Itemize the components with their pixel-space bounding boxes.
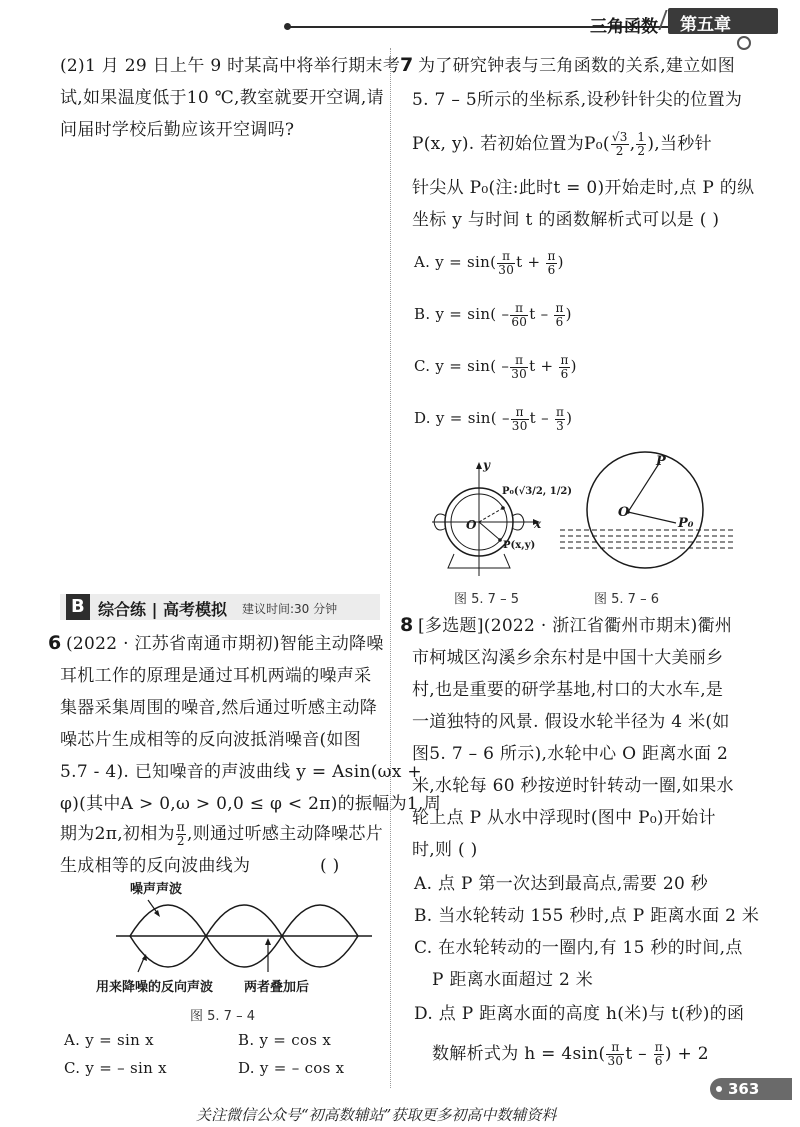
q6-line-7	[60, 818, 383, 850]
q7-option-a	[414, 246, 564, 278]
q7-b-mid: t –	[529, 305, 554, 323]
hand-p	[479, 522, 500, 540]
q8-line-3: 村,也是重要的研学基地,村口的大水车,是	[412, 680, 724, 700]
q7-two-a: 2	[615, 144, 624, 158]
radius-op	[628, 462, 660, 512]
q7-b-post: )	[565, 305, 572, 323]
q6-line-3: 集器采集周围的噪音,然后通过听感主动降	[60, 698, 378, 718]
caption-5-7-4: 图 5. 7 – 4	[190, 1009, 255, 1024]
q5-line-2: 试,如果温度低于10 ℃,教室就要开空调,请	[60, 88, 384, 108]
q8-d-num2: π	[654, 1040, 663, 1054]
label-sum: 两者叠加后	[244, 980, 310, 995]
q7-b-pre: B. y = sin( –	[414, 305, 510, 323]
q7-a-den2: 6	[547, 262, 556, 277]
q7-d-pre: D. y = sin( –	[414, 409, 510, 427]
q6-option-a: A. y = sin x	[64, 1031, 154, 1049]
q6-option-b: B. y = cos x	[238, 1031, 332, 1049]
q6-line-5: 5.7 - 4). 已知噪音的声波曲线 y = Asin(ωx +	[60, 762, 422, 782]
q7-c-den: 30	[511, 366, 528, 381]
q6-line-4: 噪芯片生成相等的反向波抵消噪音(如图	[60, 730, 362, 750]
q8-line-4: 一道独特的风景. 假设水轮半径为 4 米(如	[412, 712, 730, 732]
section-b-letter: B	[71, 596, 85, 617]
q7-c-frac2	[559, 354, 569, 381]
fig6-p-label: P	[656, 454, 666, 469]
q6-line-6: φ)(其中A > 0,ω > 0,0 ≤ φ < 2π)的振幅为1,周	[60, 794, 442, 814]
q6-number: 6	[48, 632, 62, 654]
q7-b-frac1	[510, 302, 528, 329]
q7-d-frac2	[555, 406, 565, 433]
q7-c-mid: t +	[529, 357, 559, 375]
q7-b-den2: 6	[555, 314, 564, 329]
q7-line-3-post: ),当秒针	[647, 134, 712, 154]
q7-d-den2: 3	[556, 418, 564, 433]
arrow-reverse	[138, 958, 144, 972]
q7-a-num: π	[497, 250, 515, 264]
q7-one: 1	[637, 130, 646, 144]
q6-answer-bracket: ( )	[320, 856, 340, 876]
q7-line-4: 针尖从 P₀(注:此时t = 0)开始走时,点 P 的纵	[412, 178, 755, 198]
q7-c-num2: π	[560, 352, 569, 367]
q8-d-den: 30	[607, 1054, 624, 1068]
section-b-title: 综合练 | 高考模拟	[98, 600, 227, 619]
q8-line-7: 轮上点 P 从水中浮现时(图中 P₀)开始计	[412, 808, 716, 828]
q7-c-frac1	[510, 354, 528, 381]
header-dot	[284, 23, 291, 30]
q7-c-post: )	[570, 357, 577, 375]
q7-d-post: )	[566, 409, 573, 427]
q7-d-den: 30	[511, 418, 528, 433]
q8-d-mid: t –	[625, 1044, 653, 1064]
fig5-p0-label: P₀(√3/2, 1/2)	[502, 486, 573, 497]
radius-op0	[628, 512, 676, 523]
footer-note: 关注微信公众号“初高数辅站”获取更多初高中数辅资料	[196, 1106, 557, 1124]
hand-p0	[479, 508, 503, 522]
q8-option-d-2	[432, 1038, 709, 1070]
q6-line-7-pre: 期为2π,初相为	[60, 824, 175, 844]
q8-option-b: B. 当水轮转动 155 秒时,点 P 距离水面 2 米	[414, 906, 760, 926]
q7-b-num2: π	[555, 300, 564, 315]
q8-d-den2: 6	[654, 1054, 663, 1068]
q8-option-c-2: P 距离水面超过 2 米	[432, 970, 594, 990]
q7-c-num: π	[510, 354, 528, 368]
q7-c-pre: C. y = sin( –	[414, 357, 510, 375]
q7-b-frac2	[554, 302, 564, 329]
q8-line-8: 时,则 ( )	[412, 840, 478, 860]
fig6-o-label: O	[618, 505, 630, 520]
header-ring-icon	[737, 36, 751, 50]
water-surface	[560, 530, 735, 548]
q7-a-num2: π	[547, 248, 556, 263]
q7-a-frac2	[546, 250, 556, 277]
q7-line-1: 为了研究钟表与三角函数的关系,建立如图	[418, 56, 736, 76]
q7-option-d	[414, 402, 572, 434]
q8-d-frac1	[606, 1041, 624, 1068]
q6-line-7-post: ,则通过听感主动降噪芯片	[186, 824, 383, 844]
caption-5-7-5: 图 5. 7 – 5	[454, 592, 519, 607]
header-section-title: 三角函数	[590, 17, 658, 37]
q7-d-frac1	[511, 406, 529, 433]
q8-line-6: 米,水轮每 60 秒按逆时针转动一圈,如果水	[412, 776, 734, 796]
q7-frac-sqrt3-2	[611, 131, 629, 158]
label-noise: 噪声声波	[130, 882, 183, 897]
q8-option-c-1: C. 在水轮转动的一圈内,有 15 秒的时间,点	[414, 938, 743, 958]
q8-d-pre: 数解析式为 h = 4sin(	[432, 1044, 606, 1064]
q6-option-c: C. y = – sin x	[64, 1059, 167, 1077]
q6-line-8: 生成相等的反向波曲线为	[60, 856, 251, 876]
q7-line-3: P(x, y). 若初始位置为P₀( $\frac{√3}{2}$ , $\frac{1}{2}$ ),当秒针	[412, 130, 712, 158]
fig6-p0-label: P₀	[678, 516, 694, 531]
q6-line-2: 耳机工作的原理是通过耳机两端的噪声采	[60, 666, 372, 686]
q7-frac-1-2	[636, 131, 646, 158]
q6-frac-num: π	[176, 820, 185, 834]
q8-option-d-1: D. 点 P 距离水面的高度 h(米)与 t(秒)的函	[414, 1004, 745, 1024]
q6-fraction	[176, 821, 186, 848]
q8-line-5: 图5. 7 – 6 所示),水轮中心 O 距离水面 2	[412, 744, 729, 764]
q7-option-b	[414, 298, 572, 330]
q6-frac-den: 2	[176, 834, 185, 848]
q5-line-1: (2)1 月 29 日上午 9 时某高中将举行期末考	[60, 56, 401, 76]
q6-option-d: D. y = – cos x	[238, 1059, 345, 1077]
caption-5-7-6: 图 5. 7 – 6	[594, 592, 659, 607]
q7-a-pre: A. y = sin(	[414, 253, 497, 271]
q7-b-den: 60	[511, 314, 528, 329]
fig5-o-label: O	[466, 518, 477, 532]
q8-d-num: π	[606, 1041, 624, 1055]
q7-d-num2: π	[555, 404, 565, 419]
q7-b-num: π	[510, 302, 528, 316]
fig5-y-label: y	[483, 458, 490, 472]
q7-line-2: 5. 7 – 5所示的坐标系,设秒针针尖的位置为	[412, 90, 743, 110]
q6-line-1: (2022 · 江苏省南通市期初)智能主动降噪	[66, 634, 384, 654]
q7-d-mid: t –	[529, 409, 554, 427]
page-number: 363	[728, 1080, 760, 1098]
q7-sqrt3: √3	[611, 130, 628, 144]
wheel	[587, 452, 703, 568]
q7-a-frac1	[497, 250, 515, 277]
q7-number: 7	[400, 54, 414, 76]
fig5-p-label: P(x,y)	[503, 540, 536, 551]
figure-5-7-6	[560, 448, 735, 588]
column-divider	[390, 48, 392, 1088]
q8-number: 8	[400, 614, 414, 636]
q7-two-b: 2	[637, 144, 646, 158]
fig5-x-label: x	[534, 517, 542, 531]
q7-line-3-pre: P(x, y). 若初始位置为P₀(	[412, 134, 610, 154]
q7-a-den: 30	[498, 262, 515, 277]
q8-option-a: A. 点 P 第一次达到最高点,需要 20 秒	[414, 874, 709, 894]
q7-a-mid: t +	[516, 253, 546, 271]
q7-c-den2: 6	[560, 366, 569, 381]
q5-line-3: 问届时学校后勤应该开空调吗?	[60, 120, 295, 140]
header-chapter: 第五章	[680, 15, 731, 35]
q7-d-num: π	[511, 406, 529, 420]
section-b-time: 建议时间:30 分钟	[242, 602, 338, 616]
q7-a-post: )	[557, 253, 564, 271]
q8-line-2: 市柯城区沟溪乡余东村是中国十大美丽乡	[412, 648, 724, 668]
q8-line-1: [多选题](2022 · 浙江省衢州市期末)衢州	[418, 616, 733, 636]
q8-d-frac2	[654, 1041, 664, 1068]
page-number-dot-icon	[716, 1086, 722, 1092]
q7-line-5: 坐标 y 与时间 t 的函数解析式可以是 ( )	[412, 210, 720, 230]
q7-option-c	[414, 350, 577, 382]
q8-d-post: ) + 2	[664, 1044, 709, 1064]
label-reverse: 用来降噪的反向声波	[96, 980, 214, 995]
